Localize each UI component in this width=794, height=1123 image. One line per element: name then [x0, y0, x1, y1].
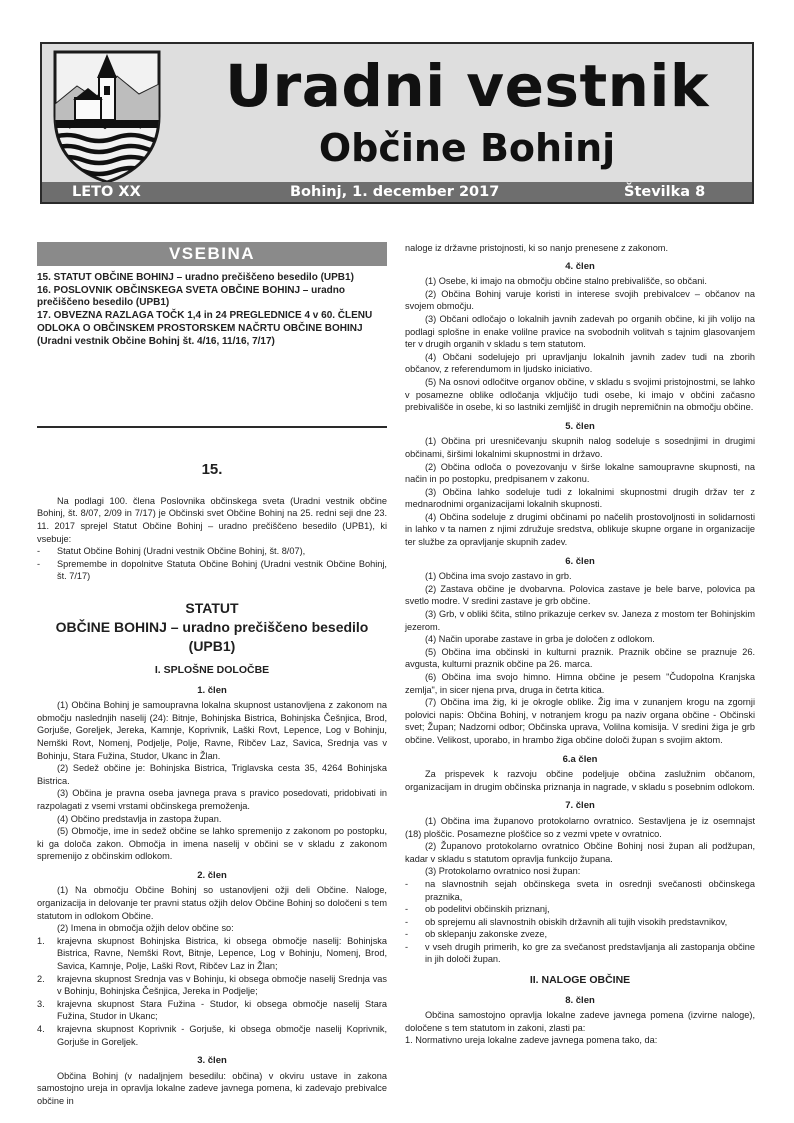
paragraph: (2) Občina Bohinj varuje koristi in interese svojih prebivalcev – občanov na svojem območju.	[405, 288, 755, 312]
toc-item: 16. POSLOVNIK OBČINSKEGA SVETA OBČINE BOHINJ – uradno prečiščeno besedilo (UPB1)	[37, 284, 346, 309]
paragraph: (2) Sedež občine je: Bohinjska Bistrica, Triglavska cesta 35, 4264 Bohinjska Bistrica.	[37, 763, 387, 786]
list-item: 1. krajevna skupnost Bohinjska Bistrica, ki obsega območje naselij: Bohinjska Bistrica, Ravne, Nemški Rovt, Bitnje, Lepence, Log v Bohinju, Nomenj, Brod, Savica, Kamnje, Polje, Laški Rovt, Ribčev Laz in Žlan;	[37, 935, 387, 972]
list-item: - v vseh drugih primerih, ko gre za svečanost predstavljanja ali zastopanja občine in jih določi župan.	[405, 941, 755, 965]
paragraph: (3) Protokolarno ovratnico nosi župan:	[425, 866, 581, 877]
toc-heading: VSEBINA	[37, 242, 387, 266]
paragraph: (4) Občina sodeluje z drugimi občinami po načelih prostovoljnosti in solidarnosti in lahko v ta namen z njimi združuje sredstva, oblikuje skupne organe in organizacije ter službe za opravljanje skupnih zadev.	[405, 511, 755, 548]
paragraph: (4) Občani sodelujejo pri upravljanju lokalnih javnih zadev tudi na zborih občanov, z referendumom in ljudsko iniciativo.	[405, 351, 755, 375]
paragraph: (5) Na osnovi odločitve organov občine, v skladu s svojimi pristojnostmi, se lahko v posamezne oblike odločanja vključijo tudi osebe, ki imajo v občini začasno prebivališče in osebe, ki so lastniki zemljišč in drugih nepremičnin na območju občine.	[405, 376, 755, 413]
article-heading: 4. člen	[565, 260, 595, 272]
paragraph: 1. Normativno ureja lokalne zadeve javnega pomena tako, da:	[405, 1035, 658, 1046]
issue-number: Številka 8	[624, 184, 706, 200]
paragraph: (1) Osebe, ki imajo na območju občine stalno prebivališče, so občani.	[425, 276, 707, 287]
municipality-crest-icon	[47, 46, 167, 186]
paragraph: (5) Občina ima občinski in kulturni praznik. Praznik občine se praznuje 26. avgusta, kulturni praznik občine pa 26. marca.	[405, 646, 755, 670]
paragraph: (1) Občina Bohinj je samoupravna lokalna skupnost ustanovljena z zakonom na območju naslednjih naselij (24): Bitnje, Bohinjska Bistrica, Bohinjska Češnjica, Brod, Gorjuše, Goreljek, Jereka, Kamnje, Koprivnik, Laški Rovt, Lepence, Log v Bohinju, Nemški Rovt, Nomenj, Podjelje, Polje, Ravne, Ribčev Laz, Savica, Srednja vas v Bohinju, Stara Fužina, Studor, Ukanc in Žlan.	[37, 700, 387, 761]
list-item: - Spremembe in dopolnitve Statuta Občine Bohinj (Uradni vestnik Občine Bohinj, št. 7/17)	[37, 558, 387, 582]
paragraph: (1) Občina ima županovo protokolarno ovratnico. Sestavljena je iz osemnajst (18) ploščic. Posamezne ploščice so z vezmi vpete v ovratnico.	[405, 815, 755, 839]
list-item: - ob podelitvi občinskih priznanj,	[405, 904, 550, 915]
paragraph: (4) Občino predstavlja in zastopa župan.	[57, 813, 222, 824]
article-heading: 6.a člen	[562, 753, 598, 765]
article-heading: 8. člen	[565, 994, 595, 1006]
paragraph: (4) Način uporabe zastave in grba je določen z odlokom.	[425, 634, 655, 645]
paragraph: naloge iz državne pristojnosti, ki so nanjo prenesene z zakonom.	[405, 243, 669, 253]
section-divider	[37, 426, 387, 428]
list-item: 4. krajevna skupnost Koprivnik - Gorjuše, ki obsega območje naselij Koprivnik, Gorjuše in Goreljek.	[37, 1024, 387, 1047]
paragraph: (3) Občina lahko sodeluje tudi z lokalnimi skupnostmi drugih držav ter z mednarodnimi organizacijami lokalnih skupnosti.	[405, 486, 755, 510]
paragraph: (2) Zastava občine je dvobarvna. Polovica zastave je bele barve, polovica pa svetlo modre. V sredini zastave je grb občine.	[405, 583, 755, 607]
list-item: - na slavnostnih sejah občinskega sveta in osrednji svečanosti občinskega praznika,	[405, 878, 755, 902]
paragraph: Za prispevek k razvoju občine podeljuje občina zaslužnim občanom, organizacijam in drugim občinska priznanja in nagrade, v skladu s posebnim odlokom.	[405, 769, 755, 792]
paragraph: (7) Občina ima žig, ki je okrogle oblike. Žig ima v zunanjem krogu na zgornji polovici napis: Občina Bohinj, v notranjem krogu pa naziv organa občine - Občinski svet; Župan; Nadzorni odbor; Občinska uprava, Volilna komisija. V sredini žiga je grb občine. Velikost, uporabo, in hrambo žiga občine določi župan s svojim aktom.	[405, 697, 755, 745]
document-number: 15.	[201, 461, 223, 479]
paragraph: Občina samostojno opravlja lokalne zadeve javnega pomena (izvirne naloge), določene s tem statutom in zakoni, zlasti pa:	[405, 1010, 755, 1033]
paragraph: (2) Imena in območja ožjih delov občine so:	[57, 923, 234, 934]
left-column	[37, 242, 387, 1108]
list-item: - ob sprejemu ali slavnostnih obiskih državnih ali tujih visokih predstavnikov,	[405, 916, 728, 927]
paragraph: (3) Občina je pravna oseba javnega prava s pravico posedovati, pridobivati in razpolagati z vsemi vrstami občinskega premoženja.	[37, 788, 387, 811]
article-heading: 5. člen	[565, 420, 595, 432]
issue-year: LETO XX	[72, 184, 141, 200]
table-of-contents	[37, 272, 387, 348]
paragraph: Občina Bohinj (v nadaljnjem besedilu: občina) v okviru ustave in zakona samostojno ureja in opravlja lokalne zadeve javnega pomena, ki zadevajo prebivalce občine in	[37, 1070, 387, 1106]
list-item: 2. krajevna skupnost Srednja vas v Bohinju, ki obsega območje naselij Srednja vas v Bohinju, Bohinjska Češnjica, Jereka in Podjelje;	[37, 973, 387, 997]
publication-title: Uradni vestnik	[225, 52, 709, 120]
publication-subtitle: Občine Bohinj	[318, 126, 616, 170]
toc-item: 15. STATUT OBČINE BOHINJ – uradno prečiščeno besedilo (UPB1)	[37, 272, 354, 283]
masthead	[40, 42, 754, 204]
list-item: - ob sklepanju zakonske zveze,	[405, 929, 548, 940]
issue-bar	[42, 182, 752, 202]
paragraph: (1) Na območju Občine Bohinj so ustanovljeni ožji deli Občine. Naloge, organizacija in delovanje ter pravni status ožjih delov Občine Bohinj so določeni s tem statutom in odlokom Občine.	[37, 885, 387, 921]
paragraph: (6) Občina ima svojo himno. Himna občine je pesem "Čudopolna Kranjska zemlja", in sicer njena prva, druga in četrta kitica.	[405, 672, 755, 695]
paragraph: (3) Grb, v obliki ščita, stilno prikazuje cerkev sv. Janeza z mostom ter Bohinjskim jezerom.	[405, 609, 755, 632]
statute-title: STATUT OBČINE BOHINJ – uradno prečiščeno besedilo (UPB1)	[55, 599, 369, 654]
list-item: 3. krajevna skupnost Stara Fužina - Studor, ki obsega območje naselij Stara Fužina, Studor in Ukanc;	[37, 998, 387, 1022]
paragraph: (2) Županovo protokolarno ovratnico Občine Bohinj nosi župan ali podžupan, kadar v skladu s statutom opravlja funkcijo župana.	[405, 841, 755, 864]
paragraph: (1) Občina ima svojo zastavo in grb.	[425, 571, 572, 582]
right-column	[405, 242, 755, 1047]
paragraph: (2) Občina odloča o povezovanju v širše lokalne samoupravne skupnosti, na način in po postopku, predpisanem v zakonu.	[405, 461, 755, 485]
paragraph: (3) Občani odločajo o lokalnih javnih zadevah po organih občine, ki jih volijo na podlagi splošne in enake volilne pravice na svobodnih volitvah s tajnim glasovanjem ter v drugih organih v skladu s tem statutom.	[405, 313, 755, 350]
chapter-heading: II. NALOGE OBČINE	[529, 974, 631, 987]
article-heading: 1. člen	[197, 684, 227, 696]
toc-item: 17. OBVEZNA RAZLAGA TOČK 1,4 in 24 PREGLEDNICE 4 v 60. ČLENU ODLOKA O OBČINSKEM PROSTORSKEM NAČRTU OBČINE BOHINJ (Uradni vestnik Občine Bohinj št. 4/16, 11/16, 7/17)	[37, 310, 373, 347]
article-heading: 3. člen	[197, 1055, 227, 1067]
article-heading: 2. člen	[197, 869, 227, 881]
intro-paragraph: Na podlagi 100. člena Poslovnika občinskega sveta (Uradni vestnik občine Bohinj, št. 8/07, 2/09 in 7/17) je Občinski svet Občine Bohinj na 25. redni seji dne 23. 11. 2017 sprejel Statut Občine Bohinj – uradno prečiščeno besedilo (UPB1), ki vsebuje:	[37, 495, 387, 544]
list-item: - Statut Občine Bohinj (Uradni vestnik Občine Bohinj, št. 8/07),	[37, 546, 306, 557]
chapter-heading: I. SPLOŠNE DOLOČBE	[154, 663, 270, 676]
article-heading: 6. člen	[565, 555, 595, 567]
article-heading: 7. člen	[565, 800, 595, 812]
paragraph: (1) Občina pri uresničevanju skupnih nalog sodeluje s sosednjimi in drugimi občinami, širšimi lokalnimi skupnostmi in državo.	[405, 436, 755, 459]
paragraph: (5) Območje, ime in sedež občine se lahko spremenijo z zakonom po postopku, ki ga določa zakon. Območja in imena naselij v občini se v skladu z zakonom spremenijo z občinskim odlokom.	[37, 826, 387, 862]
issue-date: Bohinj, 1. december 2017	[290, 184, 500, 200]
